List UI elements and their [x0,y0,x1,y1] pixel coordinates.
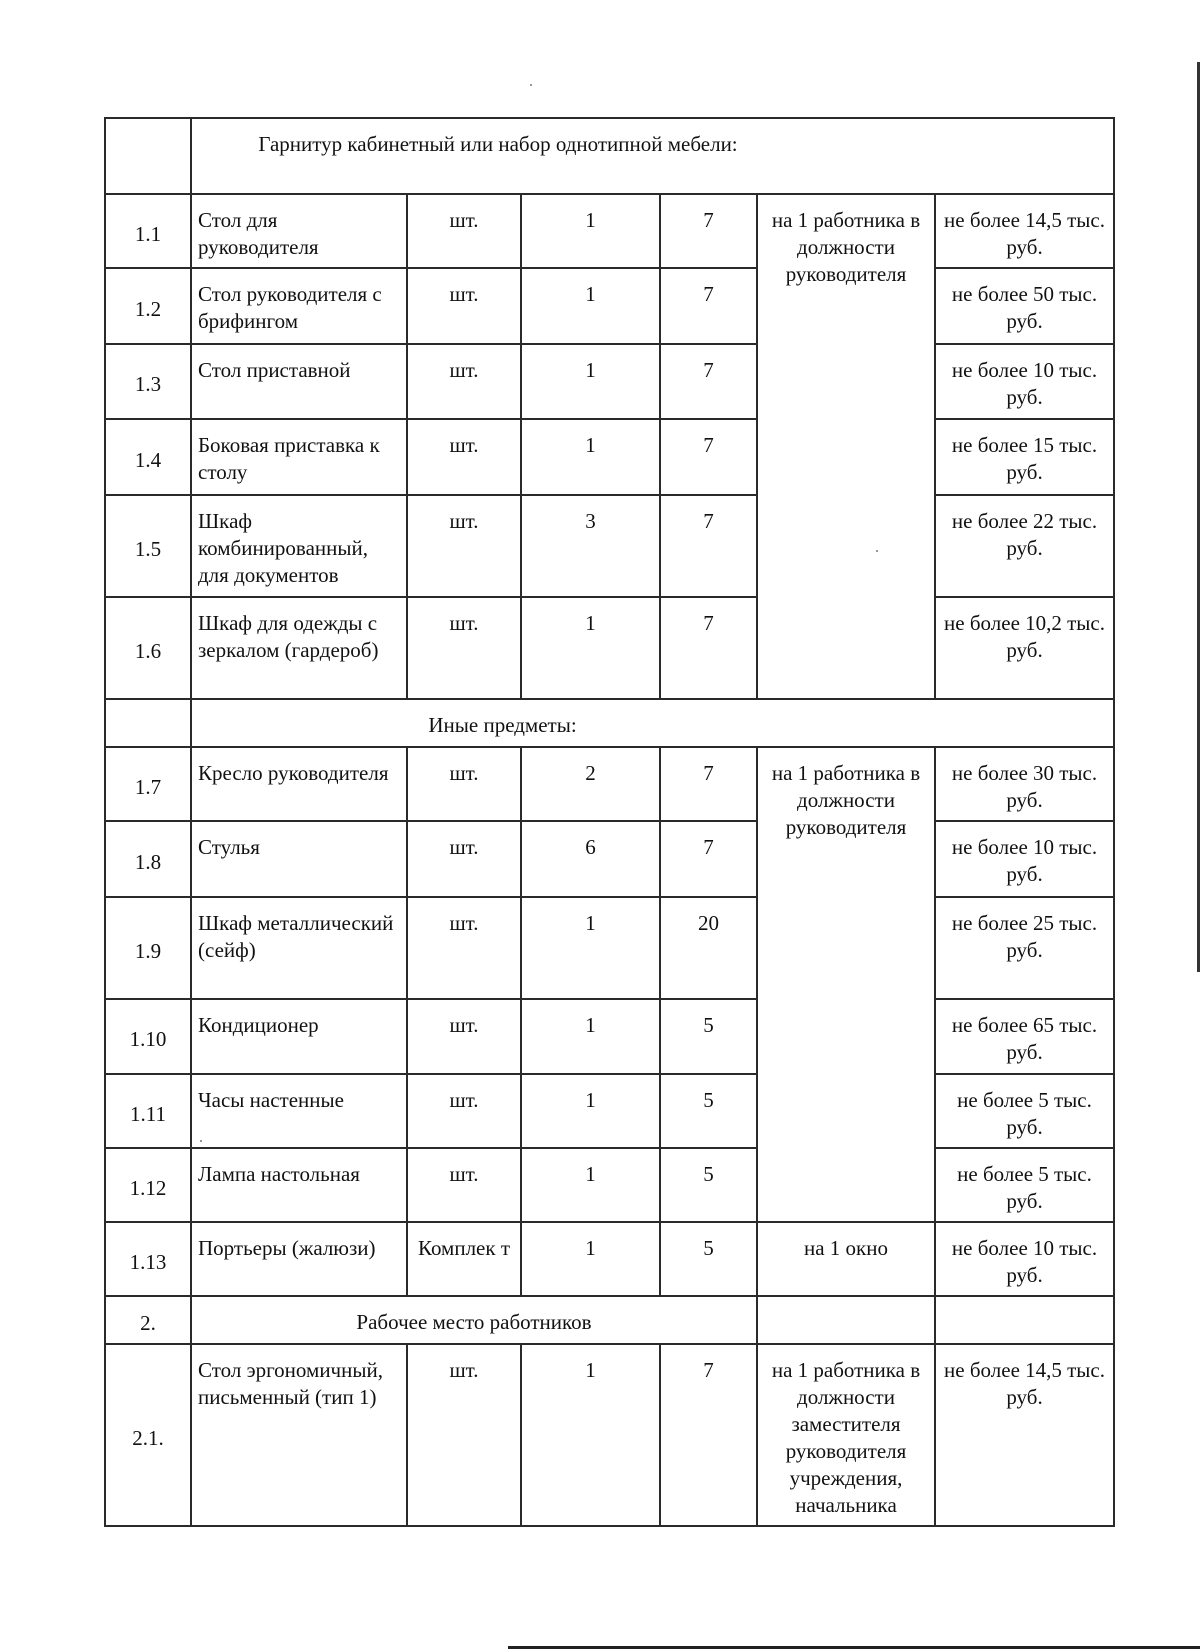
row-number: 1.13 [105,1222,191,1296]
item-unit: Комплек т [407,1222,521,1296]
item-name: Шкаф комбинированный, для документов [191,495,407,597]
item-price: не более 10 тыс. руб. [935,344,1114,419]
item-years: 5 [660,999,757,1074]
table-row [105,344,1114,419]
item-years: 7 [660,1344,757,1526]
item-years: 7 [660,597,757,699]
item-price: не более 50 тыс. руб. [935,268,1114,344]
item-name: Стол эргономичный, письменный (тип 1) [191,1344,407,1526]
item-years: 5 [660,1074,757,1148]
item-qty: 3 [521,495,660,597]
item-unit: шт. [407,344,521,419]
item-norm: на 1 работника в должности руководителя [757,194,935,699]
section-title [191,118,1114,194]
item-name: Стол для руководителя [191,194,407,268]
row-number: 1.7 [105,747,191,821]
section-header-row [105,118,1114,194]
item-years: 7 [660,194,757,268]
row-number: 1.10 [105,999,191,1074]
item-name: Боковая приставка к столу [191,419,407,495]
item-name: Стол руководителя с брифингом [191,268,407,344]
item-name: Шкаф металлический (сейф) [191,897,407,999]
section-title [191,699,1114,747]
item-norm: на 1 работника в должности заместителя руководителя учреждения, начальника [757,1344,935,1526]
item-qty: 6 [521,821,660,897]
item-qty: 1 [521,597,660,699]
item-price: не более 10 тыс. руб. [935,1222,1114,1296]
table-row [105,495,1114,597]
item-unit: шт. [407,268,521,344]
item-qty: 1 [521,344,660,419]
row-number: 1.8 [105,821,191,897]
section-number-cell [105,699,191,747]
item-name: Стол приставной [191,344,407,419]
row-number: 1.12 [105,1148,191,1222]
item-years: 7 [660,344,757,419]
scan-speck [876,550,878,552]
table-row [105,897,1114,999]
item-name: Кондиционер [191,999,407,1074]
item-name: Часы настенные [191,1074,407,1148]
table-row [105,999,1114,1074]
item-price: не более 65 тыс. руб. [935,999,1114,1074]
item-unit: шт. [407,1074,521,1148]
table-row [105,1222,1114,1296]
table-row [105,1344,1114,1526]
row-number: 1.9 [105,897,191,999]
table-row [105,597,1114,699]
table-row [105,821,1114,897]
row-number: 1.2 [105,268,191,344]
item-years: 7 [660,747,757,821]
table-row [105,268,1114,344]
section-header-row [105,1296,1114,1344]
item-qty: 1 [521,194,660,268]
furniture-norms-table [104,117,1115,1527]
item-unit: шт. [407,897,521,999]
item-price: не более 14,5 тыс. руб. [935,194,1114,268]
item-years: 7 [660,821,757,897]
item-unit: шт. [407,194,521,268]
table-row [105,747,1114,821]
table-row [105,1148,1114,1222]
item-price: не более 22 тыс. руб. [935,495,1114,597]
section-number-cell: 2. [105,1296,191,1344]
item-price: не более 15 тыс. руб. [935,419,1114,495]
table-row [105,194,1114,268]
section-header-row [105,699,1114,747]
item-unit: шт. [407,821,521,897]
row-number: 1.5 [105,495,191,597]
item-qty: 1 [521,999,660,1074]
item-qty: 1 [521,1222,660,1296]
item-unit: шт. [407,999,521,1074]
item-years: 5 [660,1222,757,1296]
section-title-text: Гарнитур кабинетный или набор однотипной мебели: [258,132,738,156]
item-name: Лампа настольная [191,1148,407,1222]
item-name: Стулья [191,821,407,897]
item-norm: на 1 работника в должности руководителя [757,747,935,1222]
item-qty: 1 [521,1074,660,1148]
item-qty: 2 [521,747,660,821]
item-price: не более 14,5 тыс. руб. [935,1344,1114,1526]
item-qty: 1 [521,419,660,495]
item-years: 7 [660,268,757,344]
item-unit: шт. [407,1148,521,1222]
section-title: Рабочее место работников [191,1296,757,1344]
item-qty: 1 [521,1148,660,1222]
item-qty: 1 [521,268,660,344]
section-title-text: Иные предметы: [428,713,577,737]
item-years: 7 [660,495,757,597]
item-price: не более 25 тыс. руб. [935,897,1114,999]
row-number: 1.3 [105,344,191,419]
item-qty: 1 [521,897,660,999]
item-price: не более 5 тыс. руб. [935,1074,1114,1148]
row-number: 1.11 [105,1074,191,1148]
item-qty: 1 [521,1344,660,1526]
item-unit: шт. [407,495,521,597]
item-price: не более 30 тыс. руб. [935,747,1114,821]
row-number: 1.4 [105,419,191,495]
empty-cell [935,1296,1114,1344]
row-number: 2.1. [105,1344,191,1526]
row-number: 1.1 [105,194,191,268]
item-unit: шт. [407,597,521,699]
item-price: не более 5 тыс. руб. [935,1148,1114,1222]
table-row [105,419,1114,495]
item-name: Портьеры (жалюзи) [191,1222,407,1296]
empty-cell [757,1296,935,1344]
item-price: не более 10 тыс. руб. [935,821,1114,897]
scan-speck [530,84,532,86]
item-years: 7 [660,419,757,495]
item-name: Шкаф для одежды с зеркалом (гардероб) [191,597,407,699]
item-unit: шт. [407,1344,521,1526]
item-norm: на 1 окно [757,1222,935,1296]
item-unit: шт. [407,747,521,821]
item-years: 20 [660,897,757,999]
section-number-cell [105,118,191,194]
item-name: Кресло руководителя [191,747,407,821]
item-unit: шт. [407,419,521,495]
item-price: не более 10,2 тыс. руб. [935,597,1114,699]
row-number: 1.6 [105,597,191,699]
item-years: 5 [660,1148,757,1222]
table-row [105,1074,1114,1148]
scan-speck [200,1140,202,1142]
